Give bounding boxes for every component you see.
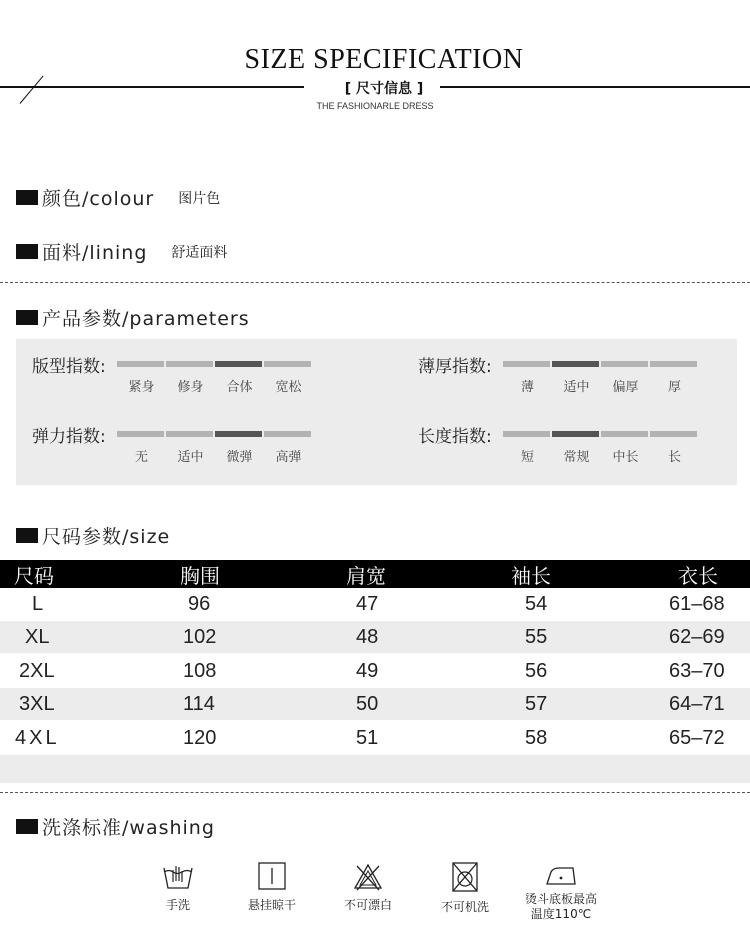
hang-dry-icon <box>255 860 289 892</box>
bar-segment <box>650 361 697 367</box>
bar-segment <box>117 431 164 437</box>
param-thickness-label: 薄厚指数: <box>418 357 492 377</box>
table-cell: 64–71 <box>669 693 725 715</box>
wash-item-label: 烫斗底板最高 <box>524 892 597 906</box>
table-cell: 3XL <box>19 693 55 715</box>
bar-segment <box>264 361 311 367</box>
lining-value: 舒适面料 <box>171 244 228 261</box>
table-row <box>0 588 750 620</box>
page-title: SIZE SPECIFICATION <box>244 44 524 75</box>
wash-item-label: 手洗 <box>165 898 190 912</box>
bar-segment <box>503 361 550 367</box>
bar-segment <box>503 431 550 437</box>
table-cell: 2XL <box>19 660 55 682</box>
column-header: 肩宽 <box>346 564 386 588</box>
table-row <box>0 655 750 687</box>
param-fit-bar <box>117 361 311 367</box>
table-cell: L <box>32 593 44 615</box>
size-table-header <box>0 560 750 588</box>
param-fit-options <box>117 376 313 395</box>
param-thickness-bar <box>503 361 697 367</box>
size-section <box>16 522 170 549</box>
table-cell: 4XL <box>15 727 60 749</box>
wash-item-label-2: 温度110℃ <box>530 907 592 921</box>
column-header: 袖长 <box>511 564 551 588</box>
bar-segment <box>601 361 648 367</box>
size-label: 尺码参数/size <box>42 526 171 548</box>
param-length-label: 长度指数: <box>418 427 492 447</box>
param-elasticity-options <box>117 446 313 465</box>
table-cell: 50 <box>356 693 379 715</box>
column-header: 衣长 <box>678 564 718 588</box>
table-cell: 55 <box>525 626 548 648</box>
column-header: 胸围 <box>180 564 220 588</box>
colour-value: 图片色 <box>178 190 221 207</box>
param-elasticity <box>32 422 106 447</box>
table-cell: 96 <box>188 593 211 615</box>
option-label: 适中 <box>563 380 590 395</box>
option-label: 修身 <box>177 380 204 395</box>
option-label: 宽松 <box>275 380 302 395</box>
param-fit <box>32 352 106 377</box>
table-cell: 58 <box>525 727 548 749</box>
param-elasticity-label: 弹力指数: <box>32 427 106 447</box>
bar-segment-selected <box>215 361 262 367</box>
option-label: 长 <box>667 450 681 465</box>
section-marker-icon <box>16 528 38 543</box>
table-cell: 63–70 <box>669 660 725 682</box>
param-elasticity-bar <box>117 431 311 437</box>
table-cell: 102 <box>183 626 217 648</box>
option-label: 紧身 <box>128 380 155 395</box>
divider <box>0 792 750 793</box>
table-row <box>0 688 750 720</box>
washing-section <box>16 813 215 840</box>
option-label: 常规 <box>563 450 590 465</box>
washing-label: 洗涤标准/washing <box>42 817 215 839</box>
wash-item-no-bleach <box>318 860 418 913</box>
bar-segment <box>264 431 311 437</box>
bar-segment <box>117 361 164 367</box>
option-label: 短 <box>520 450 534 465</box>
wash-item-label: 悬挂晾干 <box>247 898 296 912</box>
option-label: 合体 <box>226 380 253 395</box>
table-cell: 56 <box>525 660 548 682</box>
subtitle-cn: [ 尺寸信息 ] <box>344 81 424 97</box>
lining-label: 面料/lining <box>42 242 148 264</box>
section-marker-icon <box>16 190 38 205</box>
iron-icon <box>543 862 579 888</box>
bar-segment <box>166 431 213 437</box>
table-cell: 65–72 <box>669 727 725 749</box>
hand-wash-icon <box>161 860 195 892</box>
table-cell: 61–68 <box>669 593 725 615</box>
parameters-label: 产品参数/parameters <box>42 308 250 330</box>
lining-section <box>16 238 227 265</box>
option-label: 无 <box>134 450 148 465</box>
bar-segment-selected <box>552 431 599 437</box>
colour-label: 颜色/colour <box>42 188 155 210</box>
param-thickness <box>418 352 492 377</box>
param-fit-label: 版型指数: <box>32 357 106 377</box>
colour-section <box>16 184 220 211</box>
table-cell: 49 <box>356 660 379 682</box>
subtitle-en: THE FASHIONARLE DRESS <box>316 101 434 111</box>
table-cell: 48 <box>356 626 379 648</box>
table-row <box>0 722 750 754</box>
parameters-section <box>16 304 250 331</box>
bar-segment <box>650 431 697 437</box>
bar-segment-selected <box>215 431 262 437</box>
wash-item-label: 不可漂白 <box>343 898 392 912</box>
option-label: 微弹 <box>226 450 253 465</box>
bar-segment <box>166 361 213 367</box>
wash-item-no-machine <box>415 860 515 915</box>
section-marker-icon <box>16 244 38 259</box>
column-header: 尺码 <box>14 564 54 588</box>
wash-item-hand <box>128 860 228 913</box>
param-length <box>418 422 492 447</box>
table-row <box>0 621 750 653</box>
wash-item-label: 不可机洗 <box>440 900 489 914</box>
param-length-bar <box>503 431 697 437</box>
table-cell: 51 <box>356 727 379 749</box>
section-marker-icon <box>16 310 38 325</box>
table-cell: 62–69 <box>669 626 725 648</box>
wash-item-iron <box>511 862 611 922</box>
table-cell: 54 <box>525 593 548 615</box>
option-label: 偏厚 <box>612 380 639 395</box>
param-length-options <box>503 446 699 465</box>
option-label: 高弹 <box>275 450 302 465</box>
table-cell: 108 <box>183 660 217 682</box>
section-marker-icon <box>16 819 38 834</box>
table-empty-row <box>0 755 750 783</box>
bar-segment <box>601 431 648 437</box>
no-bleach-icon <box>351 860 385 892</box>
bar-segment-selected <box>552 361 599 367</box>
table-cell: 114 <box>183 693 215 715</box>
table-cell: XL <box>25 626 50 648</box>
table-cell: 47 <box>356 593 379 615</box>
param-thickness-options <box>503 376 699 395</box>
option-label: 厚 <box>667 380 681 395</box>
divider <box>0 282 750 283</box>
table-cell: 120 <box>183 727 217 749</box>
option-label: 薄 <box>520 380 534 395</box>
option-label: 适中 <box>177 450 204 465</box>
option-label: 中长 <box>612 450 639 465</box>
no-machine-wash-icon <box>448 860 482 894</box>
wash-item-hang <box>222 860 322 913</box>
table-cell: 57 <box>525 693 548 715</box>
